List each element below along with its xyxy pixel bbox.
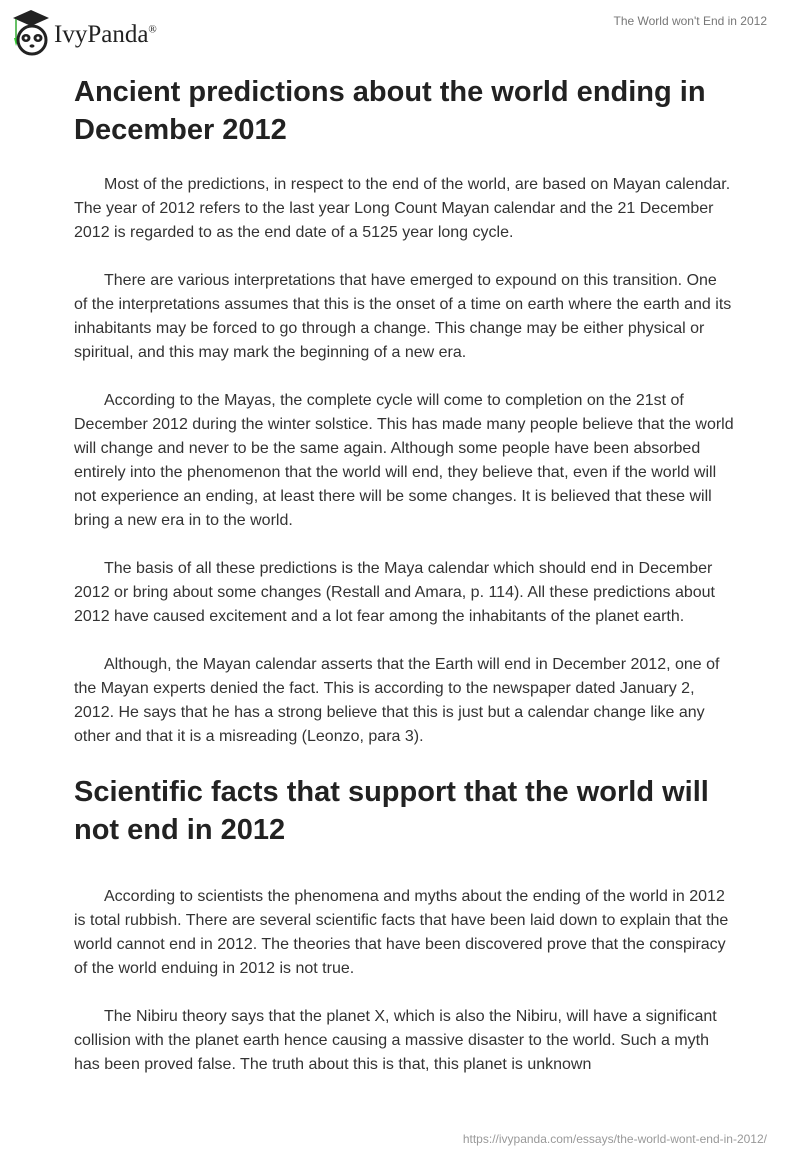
section-heading: Scientific facts that support that the world will not end in 2012 bbox=[74, 776, 709, 846]
paragraph: Most of the predictions, in respect to the end of the world, are based on Mayan calendar. The year of 2012 refers to the last year Long Count Mayan calendar and the 21 December 2012 is regarded to as the end date of a 5125 year long cycle. bbox=[74, 176, 731, 241]
paragraph: There are various interpretations that have emerged to expound on this transition. One of the interpretations assumes that this is the onset of a time on earth where the earth and its inhabitants may be forced to go through a change. This change may be either physical or spiritual, and this may mark the beginning of a new era. bbox=[74, 272, 732, 361]
essay-content bbox=[74, 73, 734, 1101]
source-url[interactable]: https://ivypanda.com/essays/the-world-wont-end-in-2012/ bbox=[462, 1132, 767, 1146]
paragraph: According to scientists the phenomena and myths about the ending of the world in 2012 is total rubbish. There are several scientific facts that have been laid down to explain that the world cannot end in 2012. The theories that have been discovered prove that the conspiracy of the world enduing in 2012 is not true. bbox=[74, 888, 729, 977]
brand-name: IvyPanda® bbox=[54, 21, 157, 48]
paragraph: Although, the Mayan calendar asserts that the Earth will end in December 2012, one of the Mayan experts denied the fact. This is according to the newspaper dated January 2, 2012. He says that he has a strong believe that this is just but a calendar change like any other and that it is a misreading (Leonzo, para 3). bbox=[74, 656, 720, 745]
page-header bbox=[0, 0, 800, 70]
ivypanda-logo[interactable] bbox=[12, 8, 157, 56]
paragraph: According to the Mayas, the complete cycle will come to completion on the 21st of December 2012 during the winter solstice. This has made many people believe that the world will change and never to be the same again. Although some people have been absorbed entirely into the phenomenon that the world will end, they believe that, even if the world will not experience an ending, at least there will be some changes. It is believed that these will bring a new era in to the world. bbox=[74, 392, 734, 529]
paragraph: The Nibiru theory says that the planet X, which is also the Nibiru, will have a significant collision with the planet earth hence causing a massive disaster to the world. Such a myth has been proved false. The truth about this is that, this planet is unknown bbox=[74, 1008, 717, 1073]
document-title: The World won't End in 2012 bbox=[613, 14, 767, 28]
panda-graduate-icon bbox=[12, 8, 50, 56]
section-heading: Ancient predictions about the world ending in December 2012 bbox=[74, 76, 706, 146]
paragraph: The basis of all these predictions is the Maya calendar which should end in December 2012 or bring about some changes (Restall and Amara, p. 114). All these predictions about 2012 have caused excitement and a lot fear among the inhabitants of the planet earth. bbox=[74, 560, 715, 625]
